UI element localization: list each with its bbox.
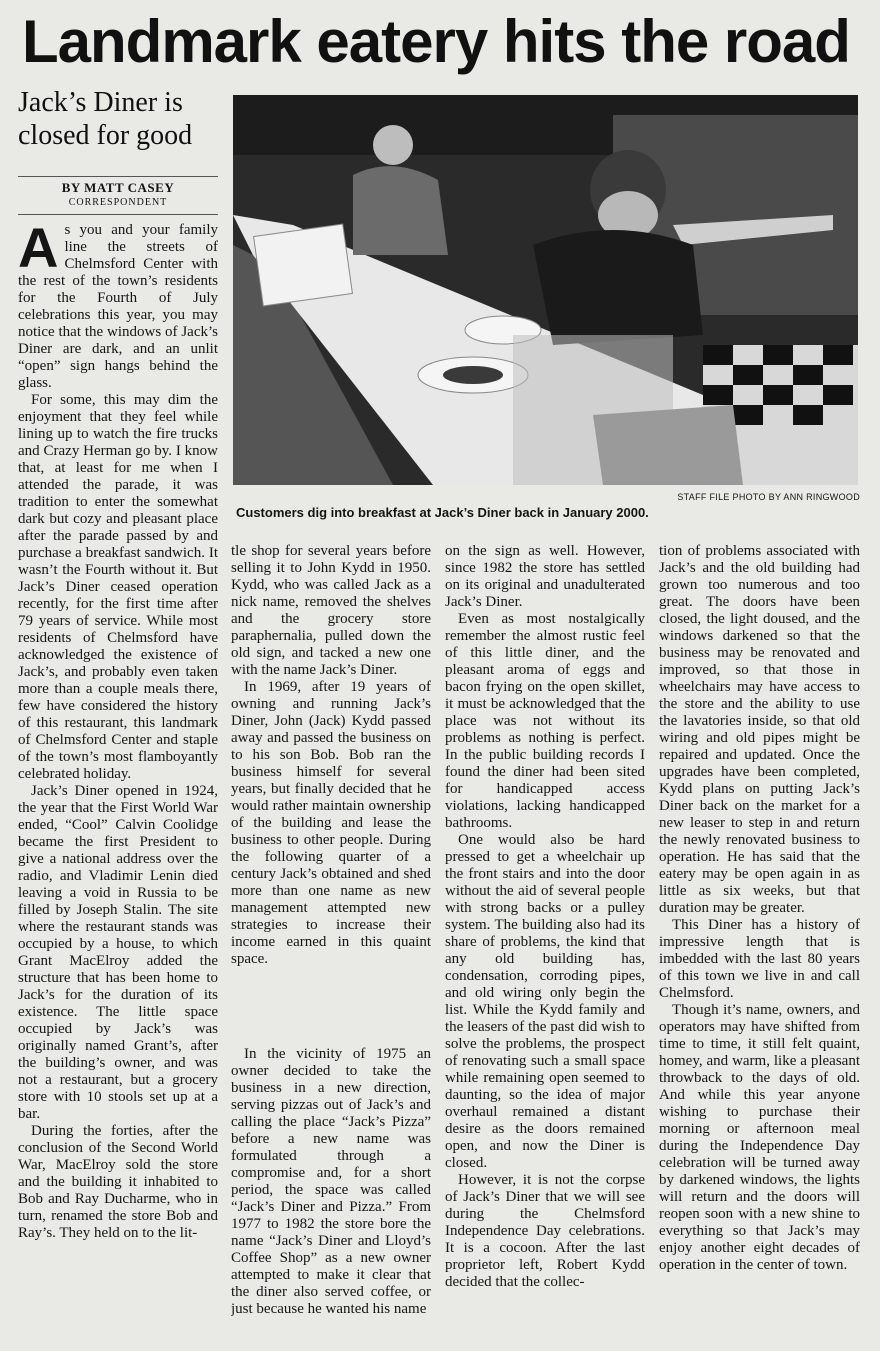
paragraph: on the sign as well. However, since 1982 the store has settled on its original and unadulterated Jack’s Diner.	[445, 543, 645, 610]
article-column-2-bottom	[231, 1046, 431, 1346]
deck-subheadline: Jack’s Diner is closed for good	[18, 87, 193, 151]
paragraph: Even as most nostalgically remember the almost rustic feel of this little diner, and the pleasant aroma of eggs and bacon frying on the open skillet, it must be acknowledged that the place was not without its problems as nothing is perfect. In the public building records I found the diner had been sited for handicapped access violations, lacking handicapped bathrooms.	[445, 611, 645, 831]
drop-cap: A	[18, 222, 59, 279]
paragraph: In 1969, after 19 years of owning and running Jack’s Diner, John (Jack) Kydd passed away and passed the business on to his son Bob. Bob ran the business himself for several years, but finally decided that he would rather maintain ownership of the building and lease the business to other people. During the following quarter of a century Jack’s obtained and shed more than one name as new management attempted new strategies to increase their income earned in this quaint space.	[231, 679, 431, 967]
byline-rule-bottom	[18, 214, 218, 215]
boy-jacket	[533, 230, 703, 345]
paragraph: One would also be hard pressed to get a wheelchair up the front stairs and into the door without the aid of several people with strong backs or a pulley system. The building also had its share of problems, the kind that any old building has, condensation, corroding pipes, and old wiring only begin the list. While the Kydd family and the leasers of the past did wish to solve the problems, the prospect of renovating such a small space while remaining open seemed to daunting, so the idea of major overhaul remained a distant desire as the doors remained open, and now the Diner is closed.	[445, 832, 645, 1171]
paragraph: This Diner has a history of impressive length that is imbedded with the last 80 years of this town we live in and call Chelmsford.	[659, 917, 860, 1001]
article-column-3	[445, 543, 645, 1348]
article-column-2-top	[231, 543, 431, 999]
man-head	[373, 125, 413, 165]
headline: Landmark eatery hits the road	[22, 8, 850, 75]
paragraph: For some, this may dim the enjoyment that they feel while lining up to watch the fire trucks and Crazy Herman go by. I know that, at least for me when I attended the parade, it was tradition to enter the somewhat dark but cozy and pleasant place after the parade passed by and purchase a breakfast sandwich. It wasn’t the Fourth without it. But Jack’s Diner ceased operation recently, for the first time after 79 years of service. While most residents of Chelmsford have acknowledged the existence of Jack’s, and probably even taken more than a couple meals there, few have considered the history of this restaurant, this landmark of Chelmsford Center and staple of the town’s most flamboyantly celebrated holiday.	[18, 392, 218, 782]
menu-card	[254, 224, 353, 306]
photo-caption: Customers dig into breakfast at Jack’s Diner back in January 2000.	[236, 505, 649, 520]
paragraph: However, it is not the corpse of Jack’s Diner that we will see during the Chelmsford Independence Day celebrations. It is a cocoon. After the last proprietor left, Robert Kydd decided that the collec-	[445, 1172, 645, 1290]
food	[443, 366, 503, 384]
paragraph: tle shop for several years before selling it to John Kydd in 1950. Kydd, who was called Jack as a nick name, removed the shelves and the grocery store paraphernalia, pulled down the old sign, and tacked a new one with the name Jack’s Diner.	[231, 543, 431, 678]
paragraph: tion of problems associated with Jack’s and the old building had grown too numerous and too great. The doors have been closed, the light doused, and the windows darkened so that the business may be renovated and improved, so that those in wheelchairs may have access to the store and the ability to use the lavatories inside, so that old wiring and old pipes might be repaired and updated. Once the upgrades have been completed, Kydd plans on putting Jack’s Diner back on the market for a new leaser to step in and return the newly renovated business to operation. He has said that the eatery may be open again in as little as six weeks, but that duration may be greater.	[659, 543, 860, 916]
byline-rule-top	[18, 176, 218, 177]
man-body	[353, 166, 448, 255]
paragraph: During the forties, after the conclusion of the Second World War, MacElroy sold the store and the building it inhabited to Bob and Ray Ducharme, who in turn, renamed the store Bob and Ray’s. They held on to the lit-	[18, 1123, 218, 1241]
byline-role: CORRESPONDENT	[68, 197, 168, 208]
paragraph: Though it’s name, owners, and operators may have shifted from time to time, it still felt quaint, homey, and warm, like a pleasant throwback to the days of old. And while this year anyone wishing to purchase their morning or afternoon meal during the Independence Day celebration will be turned away by darkened windows, the lights will return and the doors will reopen soon with a new shine to everything so that Jack’s may enjoy another eight decades of operation in the center of town.	[659, 1002, 860, 1273]
paragraph: s you and your family line the streets of Chelmsford Center with the rest of the town’s residents for the Fourth of July celebrations this year, you may notice that the windows of Jack’s Diner are dark, and an unlit “open” sign hangs behind the glass.	[18, 222, 218, 391]
paragraph: In the vicinity of 1975 an owner decided to take the business in a new direction, serving pizzas out of Jack’s and calling the place “Jack’s Pizza” before a new name was formulated through a compromise and, for a short period, the space was called “Jack’s Diner and Pizza.” From 1977 to 1982 the store bore the name “Jack’s Diner and Lloyd’s Coffee Shop” as a new owner attempted to make it clear that the diner also served coffee, or just because he wanted his name	[231, 1046, 431, 1317]
article-column-4	[659, 543, 860, 1348]
byline-author: BY MATT CASEY	[61, 180, 175, 195]
article-column-1	[18, 222, 218, 1350]
diner-photo	[233, 95, 858, 485]
photo-credit: STAFF FILE PHOTO BY ANN RINGWOOD	[677, 492, 860, 502]
paragraph: Jack’s Diner opened in 1924, the year that the First World War ended, “Cool” Calvin Coolidge became the first President to give a national address over the radio, and Vladimir Lenin died leaving a void in Russia to be filled by Joseph Stalin. The site where the restaurant stands was occupied by a house, to which Grant MacElroy added the structure that has been home to Jack’s for the duration of its existence. The little space occupied by Jack’s was originally named Grant’s, after the building’s owner, and was not a restaurant, but a grocery store with 10 stools set up at a bar.	[18, 783, 218, 1122]
glass-divider	[593, 405, 743, 485]
